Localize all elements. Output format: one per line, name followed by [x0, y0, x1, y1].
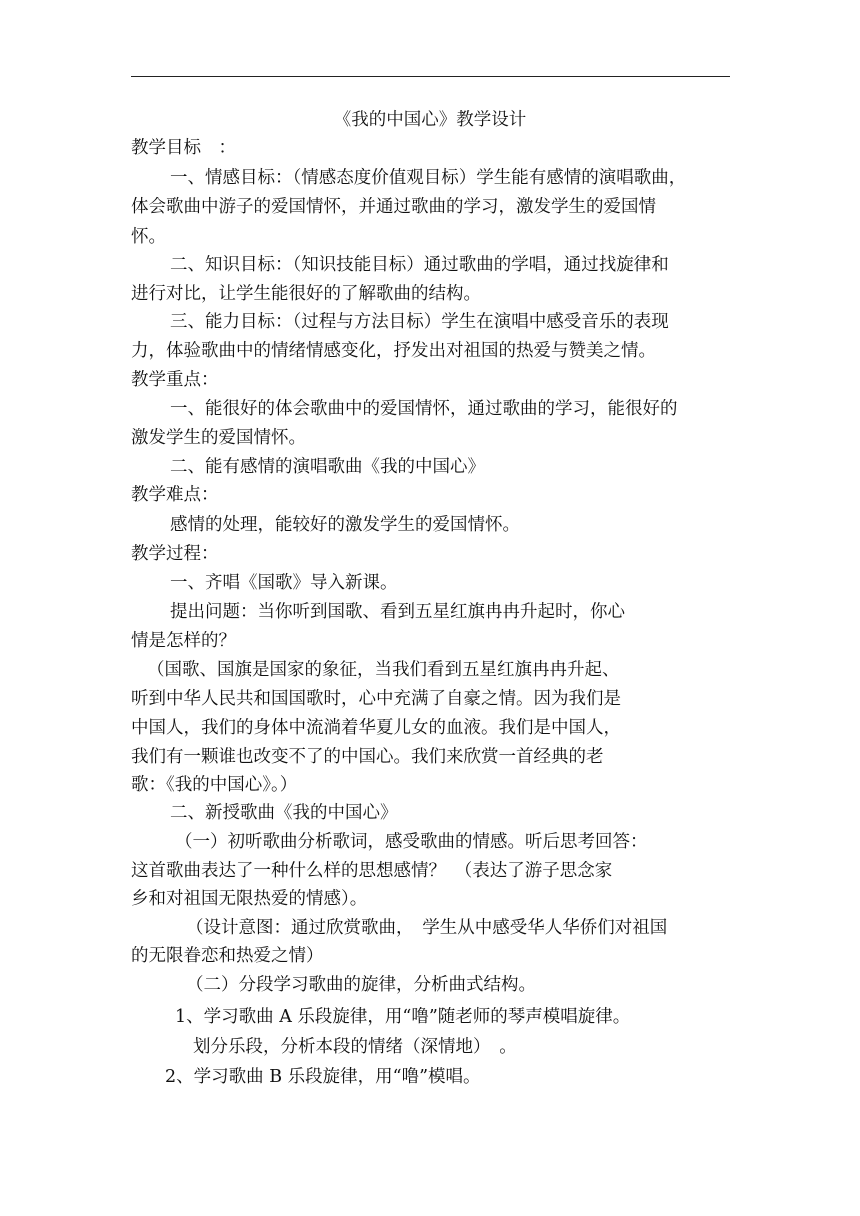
text-line: 力，体验歌曲中的情绪情感变化，抒发出对祖国的热爱与赞美之情。: [131, 341, 656, 361]
header-rule: [131, 76, 730, 77]
text-line: （国歌、国旗是国家的象征，当我们看到五星红旗冉冉升起、: [147, 660, 620, 680]
section-heading-difficulties: 教学难点：: [131, 485, 219, 505]
text-line: 乡和对祖国无限热爱的情感）。: [131, 889, 368, 909]
text-line: 歌：《我的中国心》。）: [131, 775, 298, 795]
text-line: 一、能很好的体会歌曲中的爱国情怀，通过歌曲的学习，能很好的: [170, 399, 678, 419]
text-line: 我们有一颗谁也改变不了的中国心。我们来欣赏一首经典的老: [131, 747, 604, 767]
text-line: 的无限眷恋和热爱之情）: [131, 946, 324, 966]
text-line: 二、知识目标：（知识技能目标）通过歌曲的学唱，通过找旋律和: [170, 255, 669, 275]
text-line: 提出问题：当你听到国歌、看到五星红旗冉冉升起时，你心: [170, 602, 625, 622]
text-line: 二、新授歌曲《我的中国心》: [170, 803, 398, 823]
text-line: 进行对比，让学生能很好的了解歌曲的结构。: [131, 284, 481, 304]
text-line: 中国人，我们的身体中流淌着华夏儿女的血液。我们是中国人，: [131, 718, 621, 738]
text-line: （一）初听歌曲分析歌词，感受歌曲的情感。听后思考回答：: [175, 832, 648, 852]
text-line: 三、能力目标：（过程与方法目标）学生在演唱中感受音乐的表现: [170, 312, 669, 332]
text-line: 一、情感目标：（情感态度价值观目标）学生能有感情的演唱歌曲，: [170, 168, 687, 188]
text-line: 体会歌曲中游子的爱国情怀，并通过歌曲的学习，激发学生的爱国情: [131, 197, 656, 217]
text-line: 这首歌曲表达了一种什么样的思想感情？ （表达了游子思念家: [131, 861, 613, 881]
text-line: 情是怎样的？: [131, 631, 236, 651]
text-line: 一、齐唱《国歌》导入新课。: [170, 573, 398, 593]
section-heading-key-points: 教学重点：: [131, 370, 219, 390]
text-line: 划分乐段，分析本段的情绪（深情地） 。: [193, 1037, 517, 1057]
text-line: 听到中华人民共和国国歌时，心中充满了自豪之情。因为我们是: [131, 689, 621, 709]
text-line: 1、学习歌曲 A 乐段旋律，用“噜”随老师的琴声模唱旋律。: [175, 1007, 631, 1027]
text-line: （设计意图：通过欣赏歌曲， 学生从中感受华人华侨们对祖国: [186, 918, 668, 938]
document-title: 《我的中国心》教学设计: [333, 110, 527, 130]
text-line: 怀。: [131, 227, 166, 247]
text-line: （二）分段学习歌曲的旋律，分析曲式结构。: [186, 975, 536, 995]
section-heading-objectives: 教学目标 ：: [131, 138, 236, 158]
text-line: 二、能有感情的演唱歌曲《我的中国心》: [170, 457, 485, 477]
text-line: 激发学生的爱国情怀。: [131, 428, 306, 448]
section-heading-process: 教学过程：: [131, 544, 219, 564]
text-line: 感情的处理，能较好的激发学生的爱国情怀。: [170, 515, 520, 535]
text-line: 2、学习歌曲 B 乐段旋律，用“噜”模唱。: [165, 1067, 481, 1087]
